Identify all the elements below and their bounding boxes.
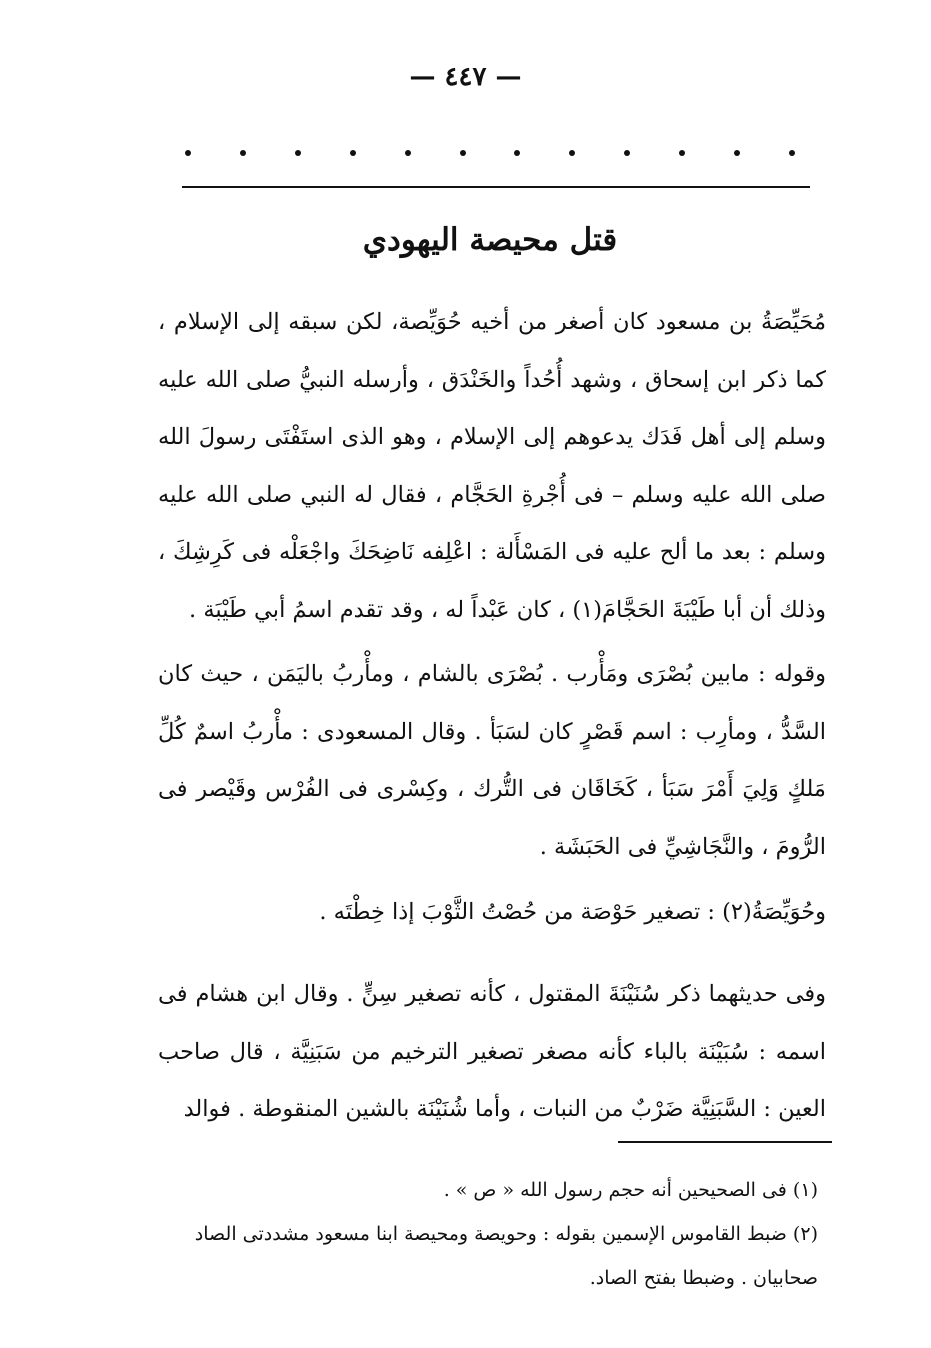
footnote-divider [618, 1141, 832, 1143]
dot [460, 150, 466, 156]
paragraph-1: مُحَيِّصَةُ بن مسعود كان أصغر من أخيه حُوَيِّصة، لكن سبقه إلى الإسلام ، كما ذكر ابن إسحاق ، وشهد أُحُداً والخَنْدَق ، وأرسله النبيُّ صلى الله عليه وسلم إلى أهل فَدَك يدعوهم إلى الإسلام ، وهو الذى استَفْتَى رسولَ الله صلى الله عليه وسلم – فى أُجْرةِ الحَجَّام ، فقال له النبي صلى الله عليه وسلم : بعد ما ألح عليه فى المَسْأَلة : اعْلِفه نَاضِحَكَ واجْعَلْه فى كَرِشِكَ ، وذلك أن أبا طَيْبَةَ الحَجَّامَ(١) ، كان عَبْداً له ، وقد تقدم اسمُ أبي طَيْبَة . [158, 309, 826, 623]
ornament-dots [185, 150, 795, 156]
paragraph-4: وفى حديثهما ذكر سُنَيْنَةَ المقتول ، كأنه تصغير سِنٍّ . وقال ابن هشام فى اسمه : سُبَيْنَة بالباء كأنه مصغر تصغير الترخيم من سَبَنِيَّة ، قال صاحب العين : السَّبَنِيَّة ضَرْبٌ من النبات ، وأما شُنَيْنَة بالشين المنقوطة . فوالد [158, 981, 826, 1122]
dot [514, 150, 520, 156]
dot [350, 150, 356, 156]
paragraph-3: وحُوَيِّصَةُ(٢) : تصغير حَوْصَة من حُصْتُ الثَّوْبَ إذا خِطْتَه . [319, 899, 826, 925]
paragraph-2: وقوله : مابين بُصْرَى ومَأْرب . بُصْرَى بالشام ، ومأْربُ باليَمَن ، حيث كان السَّدُّ ، ومأرِب : اسم قَصْرٍ كان لسَبَأ . وقال المسعودى : مأْربُ اسمٌ كُلِّ مَلكٍ وَلِيَ أَمْرَ سَبَأ ، كَخَاقَان فى التُّرك ، وكِسْرى فى الفُرْس وقَيْصر فى الرُّومَ ، والنَّجَاشِيِّ فى الحَبَشَة . [158, 661, 826, 860]
dot [185, 150, 191, 156]
dot [734, 150, 740, 156]
dot [789, 150, 795, 156]
dot [679, 150, 685, 156]
dot [240, 150, 246, 156]
header-divider [182, 186, 810, 188]
dot [624, 150, 630, 156]
chapter-title: قتل محيصة اليهودي [362, 222, 618, 258]
page-number: — ٤٤٧ — [409, 62, 522, 92]
footnotes [150, 1168, 818, 1300]
footnote-2: (٢) ضبط القاموس الإسمين بقوله : وحويصة ومحيصة ابنا مسعود مشددتى الصاد صحابيان . وضبطا بفتح الصاد. [194, 1223, 818, 1289]
dot [295, 150, 301, 156]
footnote-1: (١) فى الصحيحين أنه حجم رسول الله « ص » . [443, 1179, 818, 1201]
dot [569, 150, 575, 156]
dot [405, 150, 411, 156]
